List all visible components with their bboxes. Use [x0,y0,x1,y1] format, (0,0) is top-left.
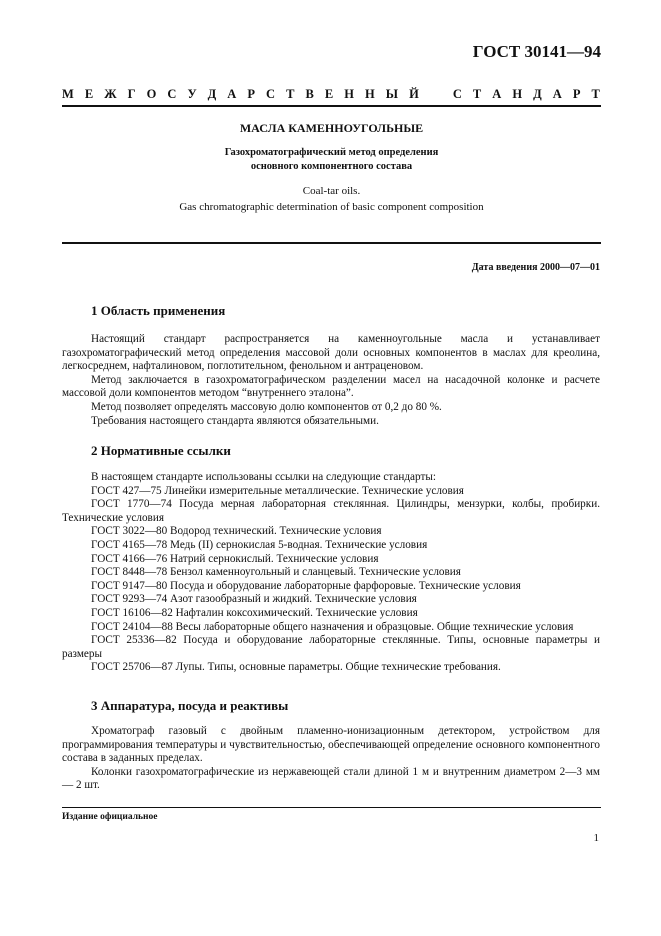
section-3-paragraph: Колонки газохроматографические из нержавеющей стали длиной 1 м и внутренним диаметром 2—3 мм — 2 шт. [62,765,600,792]
document-subtitle [62,146,601,174]
section-1-heading: 1 Область применения [91,303,226,318]
banner-letter: Д [207,87,217,101]
official-edition-label: Издание официальное [62,812,158,822]
section-2-heading: 2 Нормативные ссылки [91,443,231,458]
banner-letter: Ы [385,87,399,101]
english-title-line-1: Coal-tar oils. [302,185,361,197]
gost-code: ГОСТ 30141—94 [472,42,601,61]
reference-item: ГОСТ 4166—76 Натрий сернокислый. Технические условия [91,552,379,565]
banner-letter: Р [247,87,255,101]
banner-letter: М [62,87,74,101]
subtitle-line-1: Газохроматографический метод определения [224,147,439,158]
reference-item: ГОСТ 4165—78 Медь (II) сернокислая 5-водная. Технические условия [91,538,428,551]
banner-letter: Т [472,87,482,101]
references-intro: В настоящем стандарте использованы ссылки на следующие стандарты: [91,471,436,483]
section-1-paragraph: Метод заключается в газохроматографическом разделении масел на насадочной колонке и расчете массовой доли компонентов методом “внутреннего эталона”. [62,373,600,400]
footer-rule [62,807,601,808]
normative-references [62,471,600,675]
subtitle-line-2: основного компонентного состава [250,161,413,172]
banner-letter: Т [286,87,295,101]
banner-letter: Г [127,87,136,101]
banner-letter: Т [591,87,600,101]
section-1-paragraph: Метод позволяет определять массовую долю компонентов от 0,2 до 80 %. [91,400,442,413]
reference-item: ГОСТ 25336—82 Посуда и оборудование лабораторные стеклянные. Типы, основные параметры и размеры [62,634,600,660]
banner-letter: С [167,87,177,101]
reference-item: ГОСТ 16106—82 Нафталин коксохимический. Технические условия [91,606,418,619]
reference-item: ГОСТ 24104—88 Весы лабораторные общего назначения и образцовые. Общие технические условия [91,620,574,633]
section-3-heading: 3 Аппаратура, посуда и реактивы [91,698,289,713]
interstate-standard-banner [62,87,600,102]
banner-letter: А [492,87,502,101]
reference-item: ГОСТ 8448—78 Бензол каменноугольный и сланцевый. Технические условия [91,566,461,579]
english-title [62,183,601,215]
banner-gap [430,87,442,102]
banner-letter: С [266,87,276,101]
english-title-line-2: Gas chromatographic determination of basic component composition [179,201,484,213]
banner-letter: Е [84,87,94,101]
reference-item: ГОСТ 3022—80 Водород технический. Технические условия [91,525,382,538]
section-1-body [62,333,600,428]
title-bottom-rule [62,242,601,244]
banner-letter: У [187,87,197,101]
top-rule [62,105,601,107]
banner-letter: Й [409,87,419,101]
banner-letter: А [552,87,562,101]
banner-letter: В [305,87,314,101]
banner-letter: Н [364,87,375,101]
section-3-paragraph: Хроматограф газовый с двойным пламенно-ионизационным детектором, устройством для программирования температуры и чувствительностью, обеспечивающей определение основного компонентного состава в заданных пределах. [62,725,600,765]
reference-item: ГОСТ 9147—80 Посуда и оборудование лабораторные фарфоровые. Технические условия [91,579,521,592]
banner-letter: Р [572,87,581,101]
reference-item: ГОСТ 9293—74 Азот газообразный и жидкий. Технические условия [91,593,417,606]
reference-item: ГОСТ 1770—74 Посуда мерная лабораторная стеклянная. Цилиндры, мензурки, колбы, пробирки. Технические условия [62,498,600,524]
banner-letter: Н [344,87,354,101]
banner-letter: С [452,87,462,101]
introduction-date: Дата введения 2000—07—01 [471,262,600,273]
page-number: 1 [593,832,599,844]
banner-letter: Н [512,87,523,101]
document-title: МАСЛА КАМЕННОУГОЛЬНЫЕ [239,121,424,135]
reference-item: ГОСТ 25706—87 Лупы. Типы, основные параметры. Общие технические требования. [91,661,501,674]
banner-letter: А [227,87,237,101]
reference-item: ГОСТ 427—75 Линейки измерительные металлические. Технические условия [91,484,464,497]
banner-letter: Ж [104,87,117,101]
banner-letter: Е [324,87,334,101]
banner-letter: Д [533,87,542,101]
section-1-paragraph: Требования настоящего стандарта являются обязательными. [91,414,379,427]
section-3-body [62,725,600,793]
section-1-paragraph: Настоящий стандарт распространяется на каменноугольные масла и устанавливает газохроматографический метод определения массовой доли основных компонентов в маслах для креолина, легкосреднем, нафталиновом, поглотительном, фенольном и антраценовом. [62,333,600,373]
banner-letter: О [146,87,157,101]
